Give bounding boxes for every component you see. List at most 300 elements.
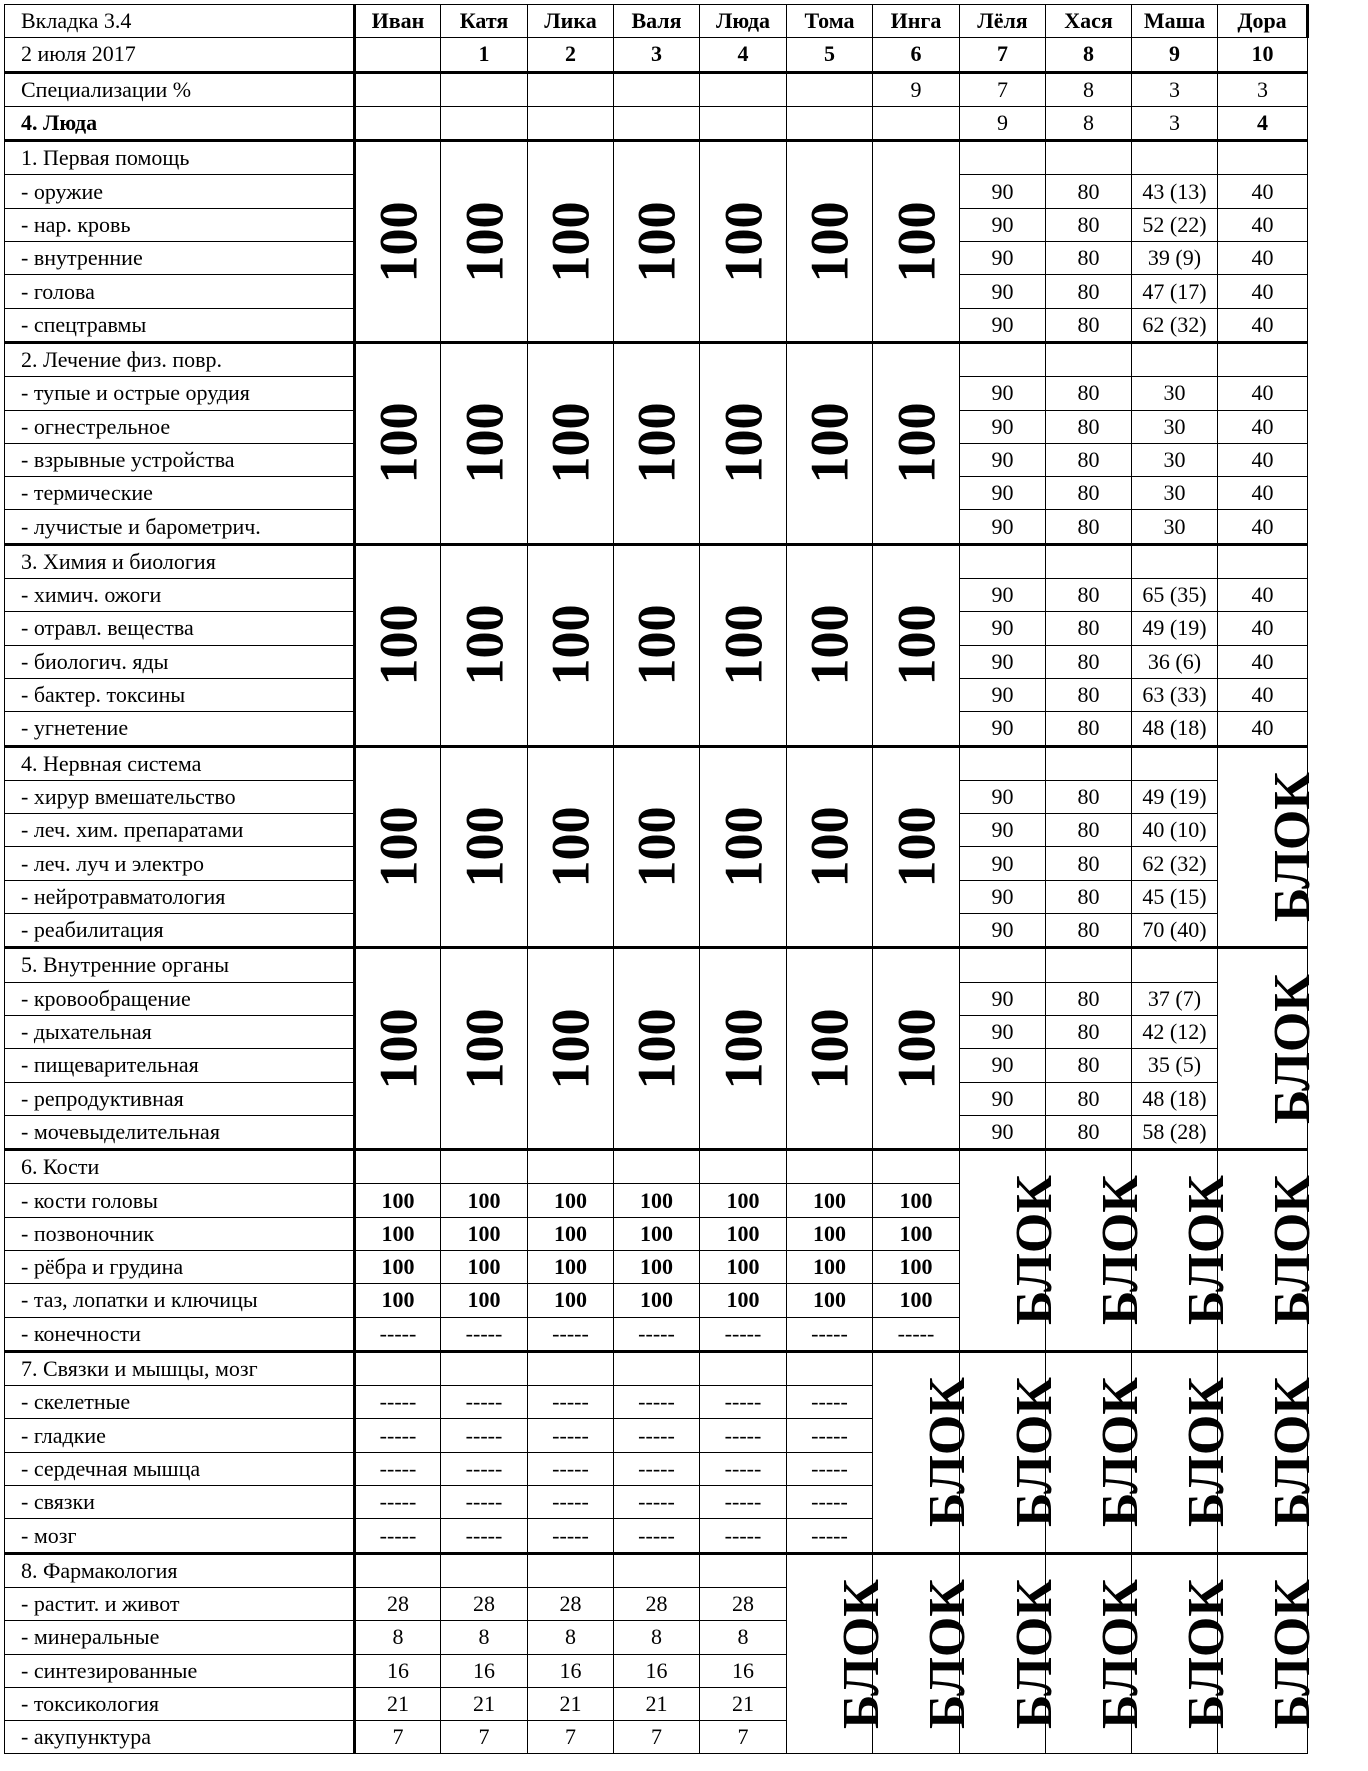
- value-cell: 100: [700, 1250, 787, 1283]
- big-100-block: [700, 746, 787, 948]
- big-100-block-text: 100: [368, 806, 428, 888]
- value-lelya: 90: [960, 510, 1046, 544]
- value-khasya: 80: [1046, 308, 1132, 342]
- row-label: - акупунктура: [5, 1721, 355, 1754]
- value-cell: 28: [614, 1587, 700, 1620]
- value-khasya: 80: [1046, 612, 1132, 645]
- row-label: - синтезированные: [5, 1654, 355, 1687]
- value-lelya: 90: [960, 914, 1046, 948]
- row-label: - химич. ожоги: [5, 579, 355, 612]
- value-lelya: 90: [960, 377, 1046, 410]
- row-label: - леч. луч и электро: [5, 847, 355, 880]
- dash-cell: -----: [355, 1386, 441, 1419]
- block-label: [1218, 948, 1321, 1150]
- row-label: - растит. и живот: [5, 1587, 355, 1620]
- dash-cell: -----: [787, 1519, 873, 1553]
- row-label: - лучистые и барометрич.: [5, 510, 355, 544]
- row-label: - оружие: [5, 175, 355, 208]
- value-cell: -----: [528, 1317, 614, 1351]
- value-khasya: 80: [1046, 377, 1132, 410]
- value-masha: 48 (18): [1132, 712, 1218, 746]
- value-cell: 28: [528, 1587, 614, 1620]
- value-cell: 8: [700, 1621, 787, 1654]
- row-label: - сердечная мышца: [5, 1452, 355, 1485]
- value-cell: 21: [528, 1687, 614, 1720]
- dash-cell: -----: [355, 1486, 441, 1519]
- value-lelya: 90: [960, 308, 1046, 342]
- row-label: - взрывные устройства: [5, 443, 355, 476]
- value-cell: 16: [441, 1654, 528, 1687]
- value-cell: 7: [614, 1721, 700, 1754]
- value-cell: 21: [441, 1687, 528, 1720]
- section-title: 4. Нервная система: [5, 746, 355, 780]
- value-masha: 47 (17): [1132, 275, 1218, 308]
- section-title: 6. Кости: [5, 1150, 355, 1184]
- big-100-block: [873, 948, 960, 1150]
- value-dora: 40: [1218, 377, 1308, 410]
- row-label: - скелетные: [5, 1386, 355, 1419]
- cell: [1132, 746, 1218, 780]
- big-100-block: [614, 948, 700, 1150]
- value-khasya: 80: [1046, 1115, 1132, 1149]
- value-cell: -----: [614, 1317, 700, 1351]
- cell: [873, 1150, 960, 1184]
- luda-value: 9: [960, 106, 1046, 140]
- big-100-block-text: 100: [799, 402, 860, 484]
- value-dora: 40: [1218, 275, 1308, 308]
- column-header-name: Лика: [528, 5, 614, 38]
- value-lelya: 90: [960, 982, 1046, 1015]
- spec-value: [355, 72, 441, 106]
- big-100-block: [441, 544, 528, 746]
- dash-cell: -----: [614, 1519, 700, 1553]
- value-dora: 40: [1218, 612, 1308, 645]
- cell: [1046, 948, 1132, 982]
- big-100-block-text: 100: [540, 806, 601, 888]
- luda-value: [528, 106, 614, 140]
- big-100-block-text: 100: [368, 201, 428, 283]
- row-label: - рёбра и грудина: [5, 1250, 355, 1283]
- value-masha: 65 (35): [1132, 579, 1218, 612]
- cell: [614, 1150, 700, 1184]
- block-label-text: БЛОК: [1177, 1175, 1235, 1326]
- value-khasya: 80: [1046, 1015, 1132, 1048]
- cell: [1132, 141, 1218, 175]
- spec-label: Специализации %: [5, 72, 355, 106]
- luda-value: 8: [1046, 106, 1132, 140]
- value-cell: 100: [355, 1217, 441, 1250]
- value-cell: 7: [355, 1721, 441, 1754]
- column-header-name: Лёля: [960, 5, 1046, 38]
- big-100-block-text: 100: [713, 402, 773, 484]
- value-masha: 30: [1132, 510, 1218, 544]
- luda-value: [873, 106, 960, 140]
- value-lelya: 90: [960, 1015, 1046, 1048]
- value-cell: 100: [700, 1284, 787, 1317]
- value-cell: 100: [787, 1184, 873, 1217]
- value-lelya: 90: [960, 780, 1046, 813]
- luda-label: 4. Люда: [5, 106, 355, 140]
- cell: [960, 746, 1046, 780]
- value-cell: 100: [528, 1184, 614, 1217]
- value-cell: 100: [700, 1217, 787, 1250]
- row-label: - тупые и острые орудия: [5, 377, 355, 410]
- big-100-block: [355, 342, 441, 544]
- dash-cell: -----: [787, 1486, 873, 1519]
- big-100-block: [441, 746, 528, 948]
- value-dora: 40: [1218, 242, 1308, 275]
- value-masha: 58 (28): [1132, 1115, 1218, 1149]
- cell: [1218, 141, 1308, 175]
- luda-value: [355, 106, 441, 140]
- value-lelya: 90: [960, 242, 1046, 275]
- value-cell: 100: [787, 1217, 873, 1250]
- value-cell: 7: [528, 1721, 614, 1754]
- dash-cell: -----: [528, 1519, 614, 1553]
- dash-cell: -----: [787, 1452, 873, 1485]
- block-label-text: БЛОК: [1177, 1579, 1235, 1730]
- value-cell: 100: [614, 1184, 700, 1217]
- big-100-block: [355, 746, 441, 948]
- value-masha: 30: [1132, 410, 1218, 443]
- dash-cell: -----: [614, 1386, 700, 1419]
- big-100-block-text: 100: [713, 201, 773, 283]
- value-dora: 40: [1218, 712, 1308, 746]
- column-header-number: 1: [441, 38, 528, 72]
- row-label: - мочевыделительная: [5, 1115, 355, 1149]
- dash-cell: -----: [787, 1419, 873, 1452]
- value-khasya: 80: [1046, 477, 1132, 510]
- column-header-name: Иван: [355, 5, 441, 38]
- value-dora: 40: [1218, 510, 1308, 544]
- block-label-text: БЛОК: [918, 1377, 976, 1528]
- value-masha: 63 (33): [1132, 678, 1218, 711]
- value-masha: 48 (18): [1132, 1082, 1218, 1115]
- big-100-block-text: 100: [886, 402, 946, 484]
- luda-value: 4: [1218, 106, 1308, 140]
- value-lelya: 90: [960, 1115, 1046, 1149]
- value-cell: 16: [355, 1654, 441, 1687]
- value-masha: 30: [1132, 443, 1218, 476]
- column-header-name: Инга: [873, 5, 960, 38]
- column-header-number: 2: [528, 38, 614, 72]
- dash-cell: -----: [441, 1486, 528, 1519]
- big-100-block-text: 100: [626, 201, 687, 283]
- value-cell: 21: [355, 1687, 441, 1720]
- cell: [441, 1150, 528, 1184]
- value-cell: 100: [614, 1217, 700, 1250]
- row-label: - репродуктивная: [5, 1082, 355, 1115]
- value-cell: 100: [441, 1184, 528, 1217]
- value-lelya: 90: [960, 612, 1046, 645]
- big-100-block-text: 100: [799, 201, 860, 283]
- value-cell: 100: [441, 1284, 528, 1317]
- big-100-block-text: 100: [713, 604, 773, 686]
- value-masha: 40 (10): [1132, 814, 1218, 847]
- column-header-name: Хася: [1046, 5, 1132, 38]
- big-100-block: [787, 544, 873, 746]
- row-label: - позвоночник: [5, 1217, 355, 1250]
- block-label-text: БЛОК: [832, 1579, 890, 1730]
- value-cell: 100: [873, 1184, 960, 1217]
- value-cell: 16: [528, 1654, 614, 1687]
- row-label: - термические: [5, 477, 355, 510]
- column-header-number: 9: [1132, 38, 1218, 72]
- row-label: - мозг: [5, 1519, 355, 1553]
- big-100-block: [873, 544, 960, 746]
- dash-cell: -----: [787, 1386, 873, 1419]
- big-100-block-text: 100: [886, 604, 946, 686]
- row-label: - кости головы: [5, 1184, 355, 1217]
- big-100-block-text: 100: [886, 201, 946, 283]
- cell: [960, 948, 1046, 982]
- value-khasya: 80: [1046, 175, 1132, 208]
- block-label-text: БЛОК: [1263, 1377, 1321, 1528]
- dash-cell: -----: [441, 1519, 528, 1553]
- section-title: 1. Первая помощь: [5, 141, 355, 175]
- value-lelya: 90: [960, 443, 1046, 476]
- big-100-block: [441, 342, 528, 544]
- big-100-block: [441, 141, 528, 343]
- cell: [700, 1553, 787, 1587]
- cell: [787, 1351, 873, 1385]
- row-label: - огнестрельное: [5, 410, 355, 443]
- tab-title: Вкладка 3.4: [5, 5, 355, 38]
- row-label: - бактер. токсины: [5, 678, 355, 711]
- value-khasya: 80: [1046, 914, 1132, 948]
- value-masha: 70 (40): [1132, 914, 1218, 948]
- value-dora: 40: [1218, 645, 1308, 678]
- row-label: - биологич. яды: [5, 645, 355, 678]
- value-masha: 52 (22): [1132, 208, 1218, 241]
- big-100-block-text: 100: [626, 806, 687, 888]
- big-100-block: [700, 948, 787, 1150]
- cell: [1046, 342, 1132, 376]
- cell: [1046, 141, 1132, 175]
- value-khasya: 80: [1046, 847, 1132, 880]
- value-cell: 100: [787, 1250, 873, 1283]
- section-title: 7. Связки и мышцы, мозг: [5, 1351, 355, 1385]
- big-100-block-text: 100: [454, 1008, 514, 1090]
- big-100-block-text: 100: [540, 1008, 601, 1090]
- big-100-block-text: 100: [799, 604, 860, 686]
- block-label-text: БЛОК: [1177, 1377, 1235, 1528]
- dash-cell: -----: [355, 1519, 441, 1553]
- value-masha: 45 (15): [1132, 880, 1218, 913]
- value-dora: 40: [1218, 579, 1308, 612]
- cell: [700, 1150, 787, 1184]
- big-100-block: [787, 746, 873, 948]
- value-cell: 28: [700, 1587, 787, 1620]
- big-100-block-text: 100: [713, 1008, 773, 1090]
- value-cell: 8: [355, 1621, 441, 1654]
- luda-value: [787, 106, 873, 140]
- value-khasya: 80: [1046, 579, 1132, 612]
- value-lelya: 90: [960, 477, 1046, 510]
- big-100-block: [873, 342, 960, 544]
- big-100-block: [355, 141, 441, 343]
- big-100-block: [614, 342, 700, 544]
- value-cell: 100: [528, 1217, 614, 1250]
- value-cell: -----: [355, 1317, 441, 1351]
- value-lelya: 90: [960, 410, 1046, 443]
- spec-value: [700, 72, 787, 106]
- big-100-block: [355, 948, 441, 1150]
- value-cell: 100: [873, 1217, 960, 1250]
- big-100-block-text: 100: [713, 806, 773, 888]
- block-label: [1218, 746, 1321, 948]
- value-masha: 49 (19): [1132, 780, 1218, 813]
- value-khasya: 80: [1046, 510, 1132, 544]
- big-100-block-text: 100: [886, 1008, 946, 1090]
- value-masha: 37 (7): [1132, 982, 1218, 1015]
- spec-value: 7: [960, 72, 1046, 106]
- value-cell: 16: [700, 1654, 787, 1687]
- big-100-block-text: 100: [454, 806, 514, 888]
- column-header-name: Катя: [441, 5, 528, 38]
- section-title: 5. Внутренние органы: [5, 948, 355, 982]
- value-cell: 21: [700, 1687, 787, 1720]
- tab-date: 2 июля 2017: [5, 38, 355, 72]
- value-cell: 100: [528, 1250, 614, 1283]
- row-label: - пищеварительная: [5, 1049, 355, 1082]
- block-label-text: БЛОК: [1091, 1175, 1149, 1326]
- column-header-number: 7: [960, 38, 1046, 72]
- dash-cell: -----: [700, 1386, 787, 1419]
- cell: [1218, 544, 1308, 578]
- value-khasya: 80: [1046, 678, 1132, 711]
- value-lelya: 90: [960, 1082, 1046, 1115]
- section-title: 2. Лечение физ. повр.: [5, 342, 355, 376]
- luda-value: 3: [1132, 106, 1218, 140]
- value-cell: 100: [873, 1284, 960, 1317]
- value-khasya: 80: [1046, 780, 1132, 813]
- row-label: - отравл. вещества: [5, 612, 355, 645]
- row-label: - спецтравмы: [5, 308, 355, 342]
- value-cell: 8: [528, 1621, 614, 1654]
- value-khasya: 80: [1046, 880, 1132, 913]
- cell: [355, 1150, 441, 1184]
- row-label: - кровообращение: [5, 982, 355, 1015]
- column-header-number: 3: [614, 38, 700, 72]
- spec-value: [441, 72, 528, 106]
- big-100-block: [528, 544, 614, 746]
- row-label: - внутренние: [5, 242, 355, 275]
- spec-value: [614, 72, 700, 106]
- big-100-block: [528, 141, 614, 343]
- cell: [1132, 544, 1218, 578]
- value-cell: 100: [441, 1217, 528, 1250]
- row-label: - минеральные: [5, 1621, 355, 1654]
- value-dora: 40: [1218, 208, 1308, 241]
- value-masha: 39 (9): [1132, 242, 1218, 275]
- block-label-text: БЛОК: [1005, 1579, 1063, 1730]
- cell: [1046, 746, 1132, 780]
- value-dora: 40: [1218, 175, 1308, 208]
- column-header-name: Люда: [700, 5, 787, 38]
- cell: [1132, 948, 1218, 982]
- value-khasya: 80: [1046, 814, 1132, 847]
- value-dora: 40: [1218, 443, 1308, 476]
- cell: [528, 1150, 614, 1184]
- value-dora: 40: [1218, 410, 1308, 443]
- value-lelya: 90: [960, 712, 1046, 746]
- block-label-text: БЛОК: [1005, 1175, 1063, 1326]
- column-header-name: Маша: [1132, 5, 1218, 38]
- big-100-block: [700, 141, 787, 343]
- big-100-block: [528, 746, 614, 948]
- value-lelya: 90: [960, 678, 1046, 711]
- value-khasya: 80: [1046, 275, 1132, 308]
- block-label-text: БЛОК: [1263, 771, 1321, 922]
- value-cell: 100: [614, 1250, 700, 1283]
- big-100-block: [528, 342, 614, 544]
- big-100-block: [355, 544, 441, 746]
- row-label: - конечности: [5, 1317, 355, 1351]
- row-label: - леч. хим. препаратами: [5, 814, 355, 847]
- big-100-block-text: 100: [368, 402, 428, 484]
- big-100-block-text: 100: [454, 402, 514, 484]
- value-cell: -----: [787, 1317, 873, 1351]
- value-khasya: 80: [1046, 208, 1132, 241]
- value-lelya: 90: [960, 880, 1046, 913]
- cell: [1046, 544, 1132, 578]
- cell: [355, 1351, 441, 1385]
- value-masha: 36 (6): [1132, 645, 1218, 678]
- column-header-name: Тома: [787, 5, 873, 38]
- spec-value: 8: [1046, 72, 1132, 106]
- dash-cell: -----: [441, 1452, 528, 1485]
- dash-cell: -----: [614, 1419, 700, 1452]
- cell: [614, 1351, 700, 1385]
- column-header-number: 4: [700, 38, 787, 72]
- big-100-block: [873, 746, 960, 948]
- cell: [614, 1553, 700, 1587]
- luda-value: [700, 106, 787, 140]
- big-100-block-text: 100: [799, 806, 860, 888]
- section-title: 8. Фармакология: [5, 1553, 355, 1587]
- value-khasya: 80: [1046, 443, 1132, 476]
- value-masha: 49 (19): [1132, 612, 1218, 645]
- value-khasya: 80: [1046, 712, 1132, 746]
- dash-cell: -----: [700, 1452, 787, 1485]
- big-100-block: [528, 948, 614, 1150]
- big-100-block: [787, 141, 873, 343]
- dash-cell: -----: [614, 1486, 700, 1519]
- block-label: [873, 1351, 976, 1553]
- row-label: - голова: [5, 275, 355, 308]
- value-khasya: 80: [1046, 410, 1132, 443]
- value-cell: 100: [787, 1284, 873, 1317]
- block-label-text: БЛОК: [1263, 1579, 1321, 1730]
- spec-value: 3: [1218, 72, 1308, 106]
- cell: [1218, 342, 1308, 376]
- value-cell: 100: [700, 1184, 787, 1217]
- dash-cell: -----: [528, 1386, 614, 1419]
- value-cell: 100: [355, 1284, 441, 1317]
- value-dora: 40: [1218, 308, 1308, 342]
- dash-cell: -----: [528, 1419, 614, 1452]
- dash-cell: -----: [528, 1486, 614, 1519]
- dash-cell: -----: [355, 1452, 441, 1485]
- value-cell: 7: [700, 1721, 787, 1754]
- value-masha: 42 (12): [1132, 1015, 1218, 1048]
- column-header-number: 8: [1046, 38, 1132, 72]
- big-100-block-text: 100: [540, 604, 601, 686]
- value-cell: 100: [355, 1250, 441, 1283]
- row-label: - нар. кровь: [5, 208, 355, 241]
- luda-value: [441, 106, 528, 140]
